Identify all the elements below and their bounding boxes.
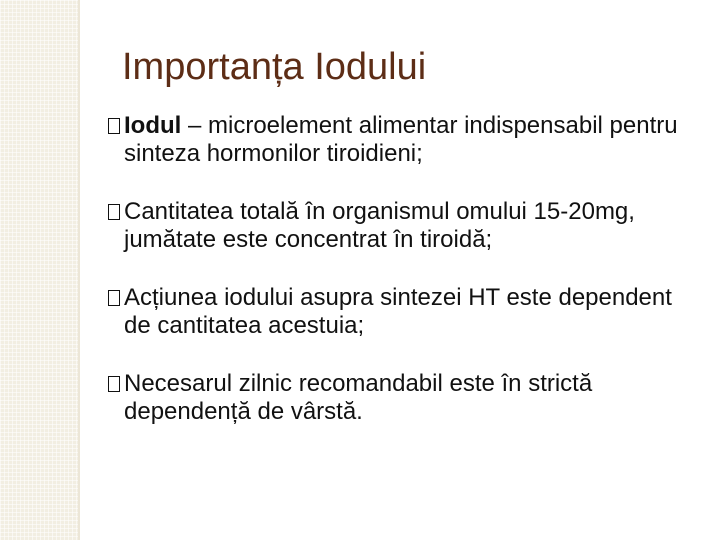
- bullet-text: Acțiunea iodului asupra sintezei HT este dependent de cantitatea acestuia;: [124, 284, 672, 339]
- bullet-body-text: – microelement alimentar indispensabil pentru sinteza hormonilor tiroidieni;: [124, 112, 678, 167]
- bullet-box-icon: [106, 284, 124, 312]
- bullet-lead-text: Iodul: [124, 112, 182, 139]
- bullet-item: [106, 370, 696, 426]
- bullet-box-icon: [106, 370, 124, 398]
- bullet-item: [106, 198, 696, 254]
- bullet-item: [106, 112, 696, 168]
- slide-title: Importanța Iodului: [122, 46, 427, 88]
- bullet-list: [106, 112, 696, 426]
- bullet-box-icon: [106, 112, 124, 140]
- bullet-text: Cantitatea totală în organismul omului 15-20mg, jumătate este concentrat în tiroidă;: [124, 198, 635, 253]
- bullet-item: [106, 284, 696, 340]
- bullet-box-icon: [106, 198, 124, 226]
- bullet-text: [124, 112, 696, 168]
- decorative-side-pattern: [0, 0, 80, 540]
- bullet-text: Necesarul zilnic recomandabil este în strictă dependență de vârstă.: [124, 370, 593, 425]
